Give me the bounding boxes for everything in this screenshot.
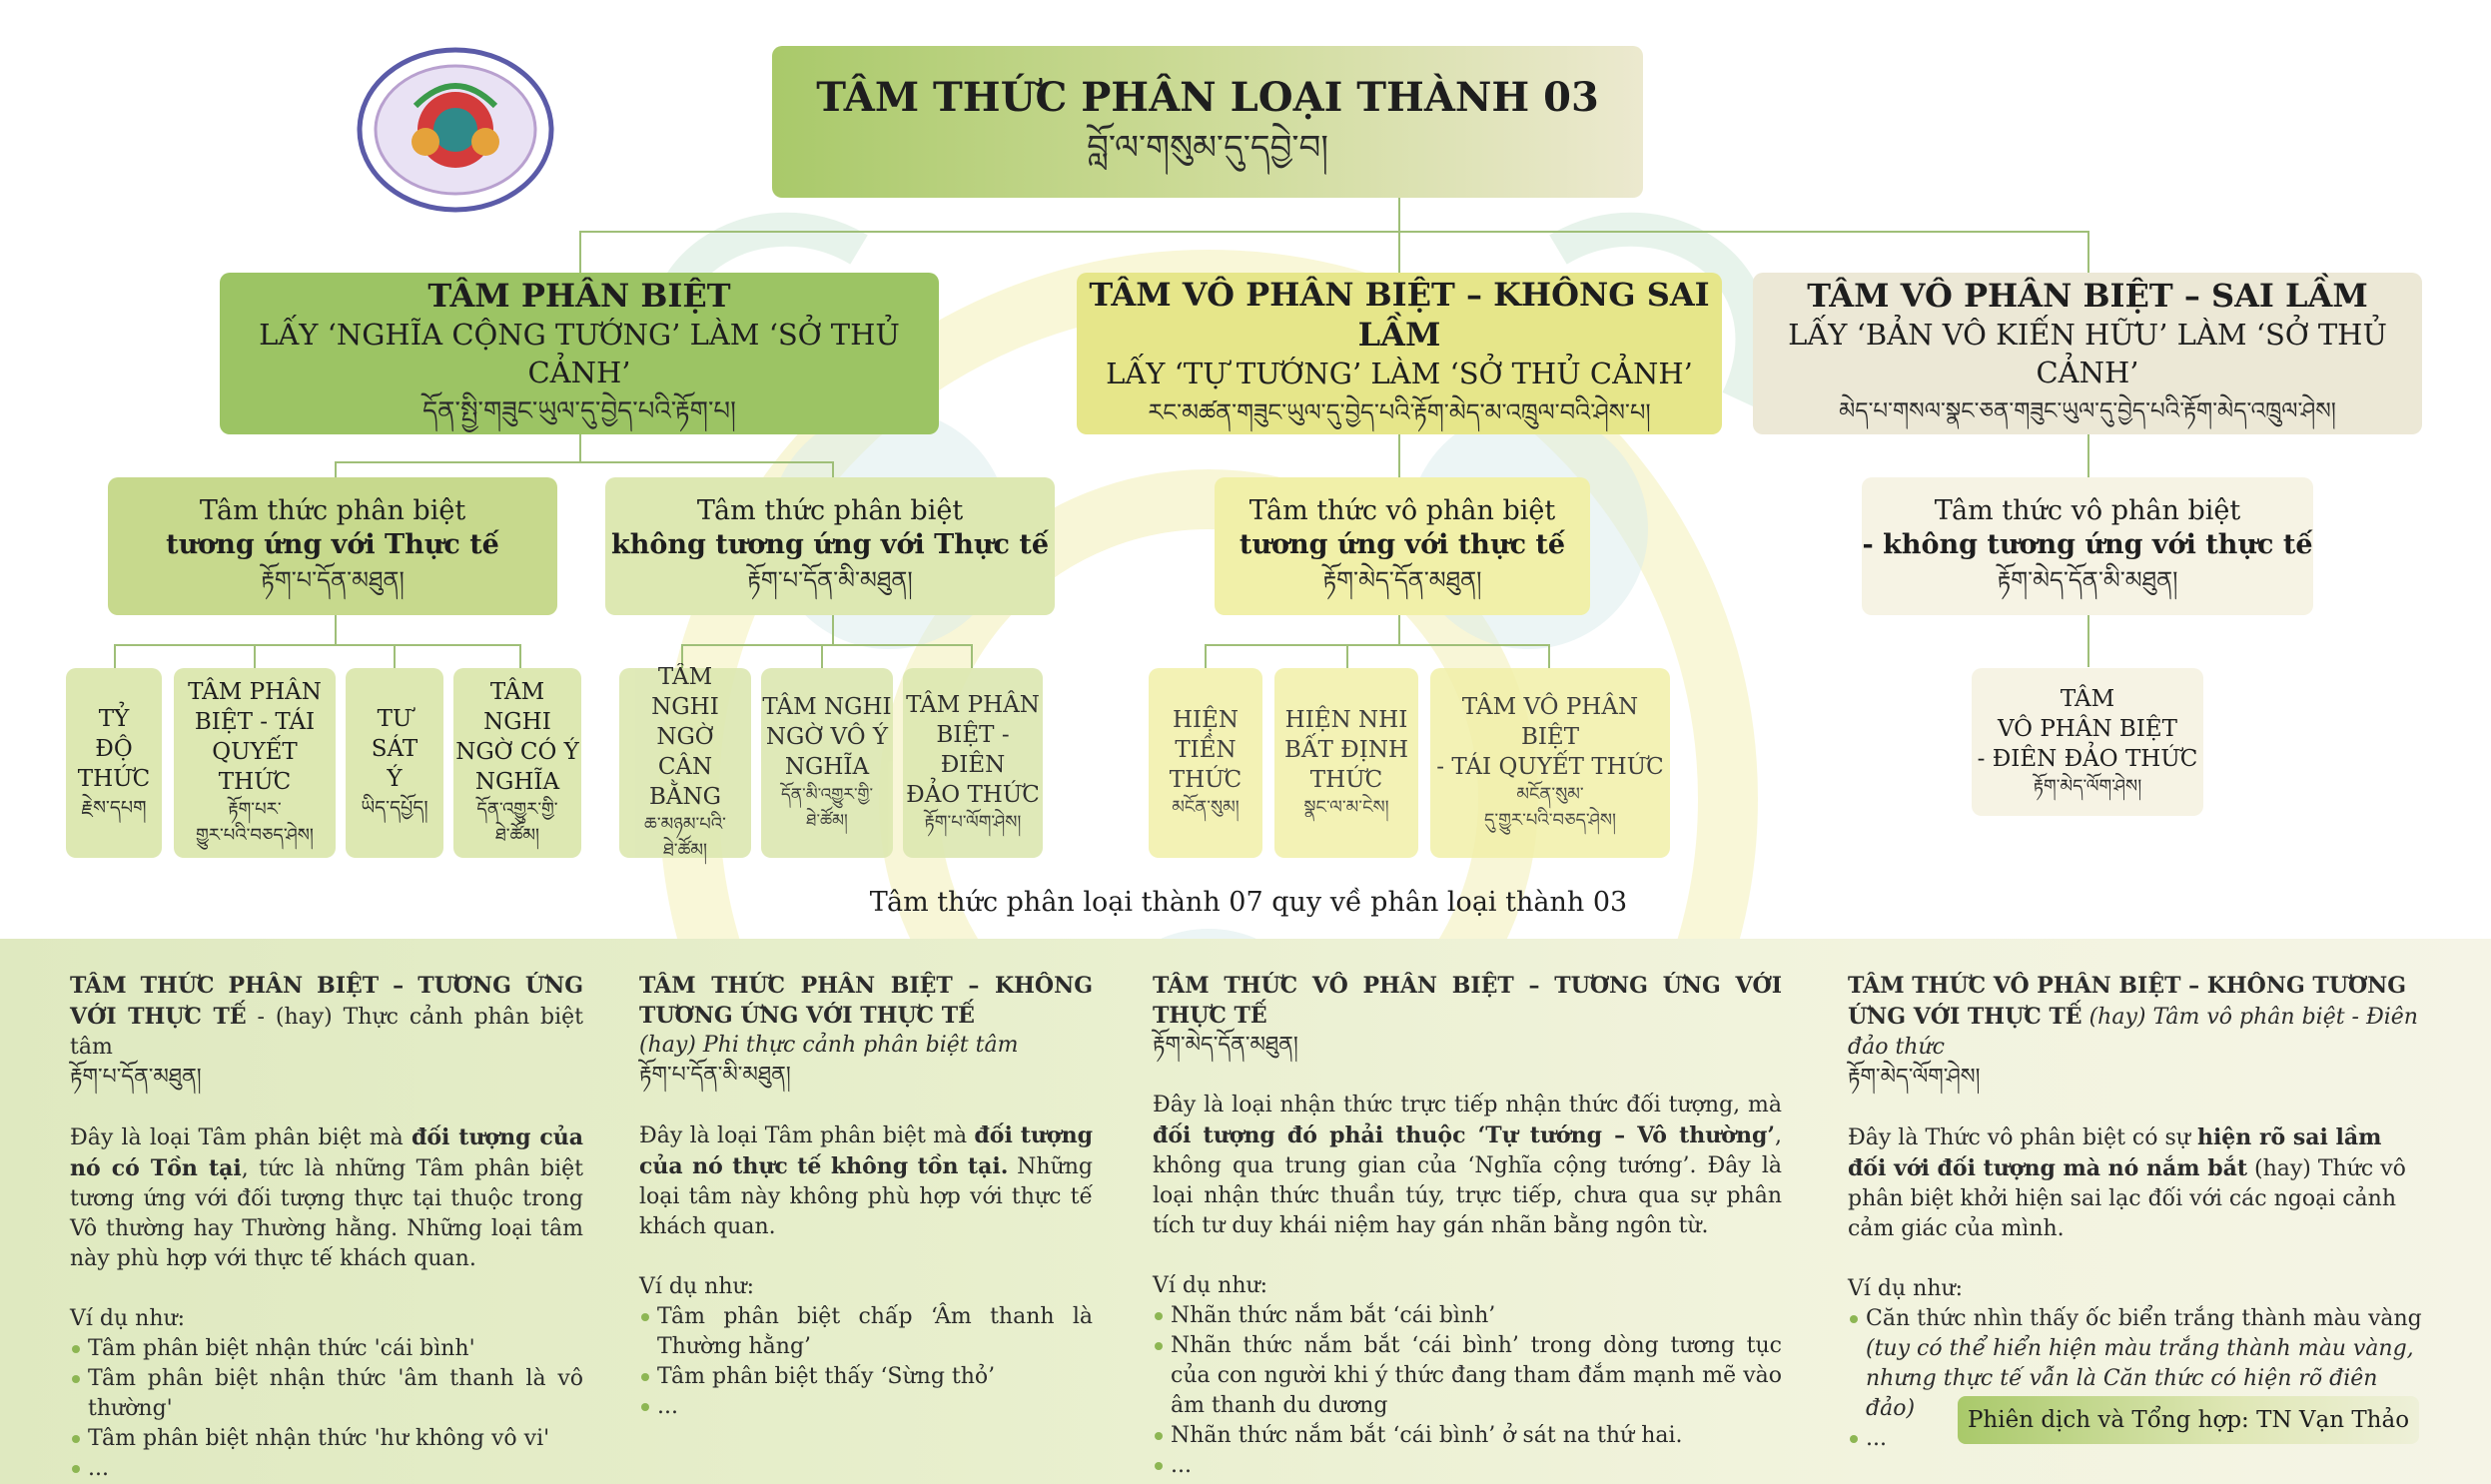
- connector: [519, 644, 521, 668]
- category-nonconceptual-correct: [1077, 273, 1722, 434]
- subcategory-nonconceptual-valid: [1215, 477, 1590, 615]
- connector: [1398, 615, 1400, 645]
- leaf-tibetan: ཐེ་ཚོམ།: [806, 811, 848, 831]
- subcategory-line2: tương ứng với Thực tế: [166, 529, 499, 560]
- column-body: Đây là loại Tâm phân biệt mà: [639, 1123, 975, 1148]
- connector: [254, 644, 256, 668]
- connector: [2087, 615, 2089, 667]
- example-label: Ví dụ như:: [1153, 1273, 1268, 1298]
- column-body: Đây là loại Tâm phân biệt mà: [70, 1125, 412, 1150]
- example-list: [70, 1334, 583, 1484]
- leaf-line: - ĐIÊN ĐẢO THỨC: [1977, 746, 2198, 772]
- leaf-line: BIỆT - ĐIÊN: [936, 722, 1010, 778]
- category-nonconceptual-mistaken: [1753, 273, 2422, 434]
- connector: [579, 231, 2089, 233]
- connector: [681, 644, 973, 646]
- connector: [1205, 644, 1207, 668]
- leaf-inattentive-awareness: [1274, 668, 1418, 858]
- subcategory-tibetan: རྟོག་མེད་དོན་མི་མཐུན།: [1997, 566, 2178, 594]
- column-heading: TÂM THỨC VÔ PHÂN BIỆT – TƯƠNG ỨNG VỚI THỰC TẾ: [1153, 973, 1782, 1029]
- subcategory-line2: không tương ứng với Thực tế: [610, 529, 1049, 560]
- main-title-tibetan: བློ་ལ་གསུམ་དུ་དབྱེ་བ།: [1087, 128, 1328, 168]
- leaf-line: NGỜ VÔ Ý: [765, 724, 889, 750]
- subcategory-line2: tương ứng với thực tế: [1239, 529, 1566, 560]
- example-list: [1153, 1301, 1782, 1481]
- column-tibetan: རྟོག་མེད་ལོག་ཤེས།: [1848, 1065, 1981, 1090]
- example-list: [639, 1302, 1093, 1422]
- subcategory-tibetan: རྟོག་པ་དོན་མཐུན།: [261, 566, 405, 594]
- category-title: TÂM PHÂN BIỆT: [427, 277, 731, 315]
- connector: [971, 644, 973, 668]
- leaf-conceptual-wrong: [903, 668, 1043, 858]
- description-column-4: [1848, 971, 2423, 1454]
- column-body: , tức là những Tâm phân biệt tương ứng với đối tượng thực tại thuộc trong Vô thường hay Thường hằng. Những loại tâm này phù hợp với thực tế khách quan.: [70, 1156, 583, 1271]
- column-tibetan: རྟོག་མེད་དོན་མཐུན།: [1153, 1033, 1298, 1058]
- leaf-line: VÔ PHÂN BIỆT: [1997, 716, 2178, 742]
- connector: [579, 434, 581, 462]
- leaf-tibetan: མངོན་སུམ།: [1172, 797, 1240, 818]
- leaf-line: TƯ: [377, 706, 413, 732]
- category-subtitle: LẤY ‘TỰ TƯỚNG’ LÀM ‘SỞ THỦ CẢNH’: [1106, 357, 1693, 390]
- column-tibetan: རྟོག་པ་དོན་མི་མཐུན།: [639, 1063, 791, 1088]
- column-body: Đây là Thức vô phân biệt có sự: [1848, 1125, 2197, 1150]
- leaf-tibetan: ཆ་མཉམ་པའི་: [644, 814, 726, 835]
- list-item: Nhãn thức nắm bắt ‘cái bình’ trong dòng tương tục của con người khi ý thức đang tham đắm mạnh mẽ vào âm thanh du dương: [1153, 1331, 1782, 1421]
- subcategory-tibetan: རྟོག་མེད་དོན་མཐུན།: [1322, 566, 1482, 594]
- connector: [394, 644, 396, 668]
- column-heading-tail: - (hay) Thực cảnh phân biệt tâm: [70, 1005, 583, 1060]
- subcategory-line2: - không tương ứng với thực tế: [1862, 529, 2313, 560]
- description-column-3: [1153, 971, 1782, 1481]
- category-title: TÂM VÔ PHÂN BIỆT – SAI LẦM: [1807, 277, 2368, 315]
- leaf-line: TIỀN: [1175, 737, 1237, 763]
- connector: [1548, 644, 1550, 668]
- connector: [1205, 644, 1550, 646]
- connector: [1398, 434, 1400, 479]
- leaf-tibetan: དུ་གྱུར་པའི་བཅད་ཤེས།: [1484, 810, 1616, 831]
- list-item: ...: [70, 1454, 583, 1484]
- connector: [2087, 231, 2089, 273]
- leaf-line: THỨC: [77, 766, 151, 792]
- list-item: Nhãn thức nắm bắt ‘cái bình’: [1153, 1301, 1782, 1331]
- main-title-box: [772, 46, 1643, 198]
- leaf-line: TỶ: [98, 706, 130, 732]
- category-subtitle: LẤY ‘NGHĨA CỘNG TƯỚNG’ LÀM ‘SỞ THỦ CẢNH’: [259, 318, 900, 389]
- leaf-direct-perceiver: [1149, 668, 1262, 858]
- leaf-doubt-toward-fact: [453, 668, 581, 858]
- leaf-line: TÂM NGHI: [483, 679, 551, 735]
- column-body: (hay) Thức vô phân biệt khởi hiện sai lạc đối với các ngoại cảnh cảm giác của mình.: [1848, 1156, 2406, 1241]
- leaf-line: Ý: [387, 766, 403, 792]
- connector: [114, 644, 116, 668]
- list-item: Tâm phân biệt nhận thức 'hư không vô vi': [70, 1424, 583, 1454]
- leaf-line: TÂM PHÂN: [906, 692, 1040, 718]
- subcategory-line1: Tâm thức vô phân biệt: [1934, 495, 2241, 526]
- column-body-bold: đối tượng của nó có Tồn tại: [70, 1124, 583, 1181]
- column-body-bold: hiện rõ sai lầm đối với đối tượng mà nó nắm bắt: [1848, 1124, 2382, 1181]
- connector: [1398, 198, 1400, 232]
- leaf-correct-assumption: [346, 668, 443, 858]
- category-tibetan: མེད་པ་གསལ་སྣང་ཅན་གཟུང་ཡུལ་དུ་བྱེད་པའི་རྟོག་མེད་འཁྲུལ་ཤེས།: [1839, 398, 2336, 424]
- leaf-line: NGỜ CÓ Ý: [455, 739, 579, 765]
- connector: [114, 644, 521, 646]
- leaf-conceptual-subsequent: [174, 668, 336, 858]
- column-heading-tail: (hay) Tâm vô phân biệt - Điên đảo thức: [1848, 1005, 2418, 1060]
- column-body: Những loại tâm này không phù hợp với thực tế khách quan.: [639, 1154, 1093, 1239]
- example-note: (tuy có thể hiển hiện màu trắng thành màu vàng, nhưng thực tế vẫn là Căn thức có hiện rõ điên đảo): [1866, 1336, 2414, 1421]
- leaf-inferential-cognizer: [66, 668, 162, 858]
- list-item: ...: [639, 1392, 1093, 1422]
- leaf-doubt-not-toward-fact: [761, 668, 893, 858]
- example-text: Căn thức nhìn thấy ốc biển trắng thành màu vàng: [1866, 1306, 2422, 1331]
- leaf-equal-doubt: [619, 664, 751, 861]
- leaf-line: BẤT ĐỊNH: [1284, 737, 1408, 763]
- list-item: Tâm phân biệt nhận thức 'cái bình': [70, 1334, 583, 1364]
- subcategory-line1: Tâm thức phân biệt: [199, 495, 466, 526]
- leaf-tibetan: རྗེས་དཔག: [81, 797, 147, 819]
- leaf-line: BIỆT - TÁI: [194, 709, 316, 735]
- subcategory-conceptual-invalid: [605, 477, 1055, 615]
- category-tibetan: རང་མཚན་གཟུང་ཡུལ་དུ་བྱེད་པའི་རྟོག་མེད་མ་འཁྲུལ་བའི་ཤེས་པ།: [1148, 398, 1651, 426]
- leaf-tibetan: དོན་མི་འགྱུར་གྱི་: [780, 785, 874, 805]
- leaf-line: TÂM VÔ PHÂN BIỆT: [1461, 694, 1639, 750]
- connector: [335, 461, 834, 463]
- leaf-tibetan: རྟོག་མེད་ལོག་ཤེས།: [2033, 776, 2142, 797]
- subcategory-line1: Tâm thức phân biệt: [696, 495, 964, 526]
- list-item: Nhãn thức nắm bắt ‘cái bình’ ở sát na thứ hai.: [1153, 1421, 1782, 1451]
- main-title: TÂM THỨC PHÂN LOẠI THÀNH 03: [816, 74, 1599, 121]
- leaf-line: TÂM NGHI: [762, 694, 892, 720]
- category-tibetan: དོན་སྤྱི་གཟུང་ཡུལ་དུ་བྱེད་པའི་རྟོག་པ།: [422, 396, 736, 426]
- list-item: ...: [1153, 1451, 1782, 1481]
- leaf-line: TÂM: [2060, 686, 2115, 712]
- list-item: Tâm phân biệt nhận thức 'âm thanh là vô thường': [70, 1364, 583, 1424]
- category-subtitle: LẤY ‘BẢN VÔ KIẾN HỮU’ LÀM ‘SỞ THỦ CẢNH’: [1788, 318, 2387, 389]
- leaf-line: TÂM PHÂN: [188, 679, 322, 705]
- column-body-bold: đối tượng đó phải thuộc ‘Tự tướng – Vô thường’: [1153, 1122, 1775, 1148]
- leaf-nonconceptual-subsequent: [1430, 668, 1670, 858]
- column-heading: TÂM THỨC VÔ PHÂN BIỆT – KHÔNG TƯƠNG ỨNG VỚI THỰC TẾ: [1848, 973, 2407, 1030]
- connector: [2087, 434, 2089, 479]
- leaf-tibetan: གྱུར་པའི་བཅད་ཤེས།: [196, 825, 314, 846]
- category-title: TÂM VÔ PHÂN BIỆT – KHÔNG SAI LẦM: [1089, 276, 1710, 354]
- column-heading: TÂM THỨC PHÂN BIỆT – KHÔNG TƯƠNG ỨNG VỚI THỰC TẾ: [639, 973, 1093, 1029]
- leaf-line: HIỆN NHI: [1284, 707, 1408, 733]
- description-column-2: [639, 971, 1093, 1422]
- diagram-caption: Tâm thức phân loại thành 07 quy về phân loại thành 03: [869, 887, 1628, 918]
- leaf-line: NGHĨA: [784, 754, 870, 780]
- leaf-line: THỨC: [1169, 767, 1243, 793]
- subcategory-nonconceptual-invalid: [1862, 477, 2313, 615]
- leaf-line: NGHĨA: [474, 769, 560, 795]
- subcategory-line1: Tâm thức vô phân biệt: [1248, 495, 1556, 526]
- list-item: Tâm phân biệt chấp ‘Âm thanh là Thường hằng’: [639, 1302, 1093, 1362]
- leaf-nonconceptual-wrong: [1972, 668, 2203, 816]
- connector: [832, 615, 834, 645]
- leaf-line: QUYẾT THỨC: [212, 739, 298, 795]
- example-label: Ví dụ như:: [70, 1306, 186, 1331]
- leaf-line: - TÁI QUYẾT THỨC: [1436, 754, 1664, 780]
- leaf-tibetan: རྟོག་པ་ལོག་ཤེས།: [924, 812, 1022, 833]
- leaf-tibetan: མངོན་སུམ་: [1516, 784, 1584, 805]
- leaf-line: HIỆN: [1172, 707, 1240, 733]
- example-label: Ví dụ như:: [639, 1274, 755, 1299]
- leaf-tibetan: ཡིད་དཔྱོད།: [361, 797, 428, 819]
- connector: [821, 644, 823, 668]
- connector: [335, 615, 337, 645]
- list-item: Tâm phân biệt thấy ‘Sừng thỏ’: [639, 1362, 1093, 1392]
- leaf-tibetan: སྣང་ལ་མ་ངེས།: [1303, 797, 1389, 818]
- credit-badge: Phiên dịch và Tổng hợp: TN Vạn Thảo: [1958, 1396, 2419, 1444]
- leaf-line: THỨC: [1309, 767, 1383, 793]
- leaf-line: SÁT: [371, 736, 418, 762]
- leaf-tibetan: ཐེ་ཚོམ།: [494, 825, 540, 846]
- leaf-line: CÂN BẰNG: [648, 754, 721, 810]
- example-label: Ví dụ như:: [1848, 1276, 1964, 1301]
- column-body-bold: đối tượng của nó thực tế không tồn tại.: [639, 1122, 1093, 1179]
- institute-logo: [356, 46, 555, 214]
- leaf-line: NGHI NGỜ: [651, 694, 719, 750]
- list-item: ...: [1848, 1424, 2423, 1454]
- category-conceptual: [220, 273, 939, 434]
- column-heading-tail: (hay) Phi thực cảnh phân biệt tâm: [639, 1033, 1019, 1058]
- description-column-1: [70, 971, 583, 1484]
- leaf-tibetan: དོན་འགྱུར་གྱི་: [476, 799, 558, 820]
- column-heading: TÂM THỨC PHÂN BIỆT – TƯƠNG ỨNG VỚI THỰC TẾ: [70, 973, 583, 1030]
- leaf-tibetan: རྟོག་པར་: [228, 799, 282, 820]
- subcategory-conceptual-valid: [108, 477, 557, 615]
- leaf-line: ĐẢO THỨC: [906, 782, 1040, 808]
- column-body: , không qua trung gian của ‘Nghĩa cộng tướng’. Đây là loại nhận thức thuần túy, trực tiếp, chưa qua sự phân tích tư duy khái niệm hay gán nhãn bằng ngôn từ.: [1153, 1123, 1782, 1238]
- column-body: Đây là loại nhận thức trực tiếp nhận thức đối tượng, mà: [1153, 1093, 1782, 1117]
- connector: [1346, 644, 1348, 668]
- connector: [1398, 231, 1400, 273]
- subcategory-tibetan: རྟོག་པ་དོན་མི་མཐུན།: [747, 566, 913, 594]
- leaf-line: TÂM: [657, 664, 713, 690]
- connector: [579, 231, 581, 273]
- leaf-tibetan: ཐེ་ཚོམ།: [662, 840, 708, 861]
- column-tibetan: རྟོག་པ་དོན་མཐུན།: [70, 1065, 202, 1090]
- leaf-line: ĐỘ: [95, 736, 133, 762]
